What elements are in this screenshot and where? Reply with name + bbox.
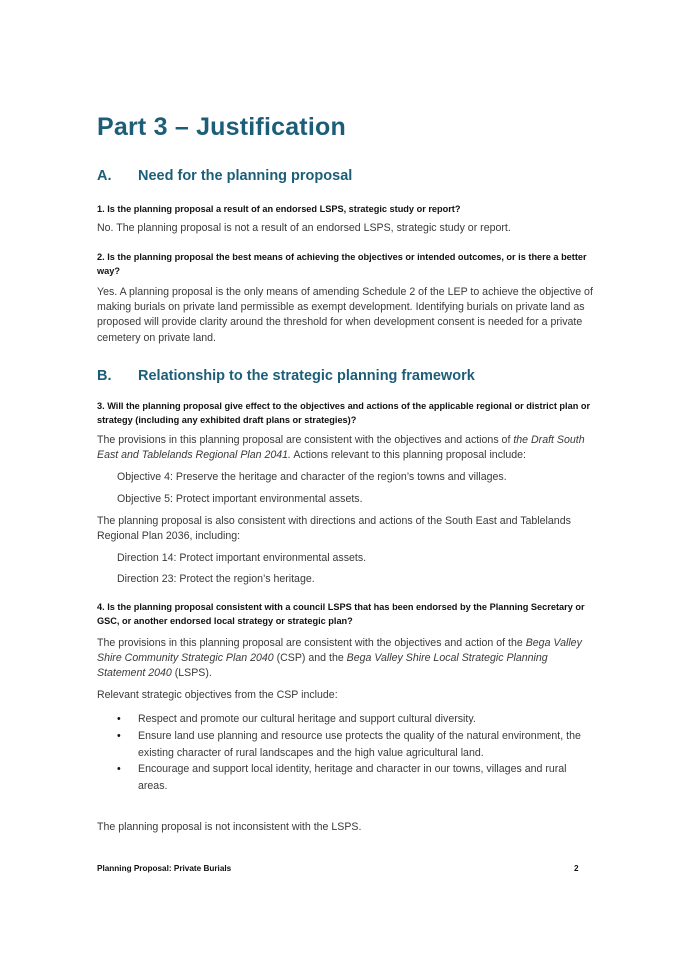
answer-3-plan-name: the Draft South East and Tablelands Regional Plan 2041.: [97, 434, 585, 462]
lsps-name: Bega Valley Shire Local Strategic Planning Statement 2040: [97, 652, 548, 680]
answer-4: [97, 636, 594, 682]
answer-1: No. The planning proposal is not a result of an endorsed LSPS, strategic study or report.: [97, 222, 511, 234]
section-b-title: Relationship to the strategic planning framework: [138, 368, 475, 384]
question-1: 1. Is the planning proposal a result of an endorsed LSPS, strategic study or report?: [97, 204, 461, 214]
list-item: [97, 761, 587, 795]
section-a-title: Need for the planning proposal: [138, 168, 353, 184]
page-number: 2: [574, 864, 579, 873]
answer-3-text-end: Actions relevant to this planning proposal include:: [290, 449, 526, 462]
csp-name: Bega Valley Shire Community Strategic Plan 2040: [97, 637, 582, 665]
section-b-heading: [97, 368, 475, 384]
section-b-letter: B.: [97, 368, 112, 384]
answer-4-text-end: (LSPS).: [171, 667, 212, 680]
list-item-text: Ensure land use planning and resource use protects the quality of the natural environment, the existing character of rural landscapes and the high value agricultural land.: [138, 729, 581, 759]
answer-4-text-mid: (CSP) and the: [273, 652, 347, 665]
page-title: Part 3 – Justification: [97, 113, 346, 141]
list-item-text: Encourage and support local identity, heritage and character in our towns, villages and rural areas.: [138, 763, 567, 793]
answer-3-text: The provisions in this planning proposal are consistent with the objectives and actions of: [97, 434, 514, 446]
list-item: [97, 728, 587, 762]
bullet-icon: •: [117, 713, 121, 725]
list-item-text: Respect and promote our cultural heritage and support cultural diversity.: [138, 713, 476, 725]
bullet-icon: •: [117, 763, 121, 776]
question-4: 4. Is the planning proposal consistent with a council LSPS that has been endorsed by the Planning Secretary or GSC, or another endorsed local strategy or strategic plan?: [97, 602, 585, 626]
answer-2: Yes. A planning proposal is the only means of amending Schedule 2 of the LEP to achieve the objective of making burials on private land permissible as exempt development. Identifying burials on private land as proposed will provide clarity around the threshold for when development consent is needed for a private cemetery on private land.: [97, 286, 593, 344]
question-2: 2. Is the planning proposal the best means of achieving the objectives or intended outcomes, or is there a better way?: [97, 252, 587, 276]
relevant-objectives-intro: Relevant strategic objectives from the CSP include:: [97, 689, 338, 701]
bullet-icon: •: [117, 729, 121, 742]
csp-objectives-list: [97, 711, 587, 795]
answer-3: [97, 433, 594, 463]
conclusion: The planning proposal is not inconsistent with the LSPS.: [97, 821, 362, 833]
section-a-heading: [97, 168, 352, 184]
question-3: 3. Will the planning proposal give effect to the objectives and actions of the applicable regional or district plan or strategy (including any exhibited draft plans or strategies)?: [97, 401, 591, 425]
list-item: [97, 711, 587, 728]
objective-4: Objective 4: Preserve the heritage and character of the region’s towns and villages.: [117, 471, 507, 483]
section-a-letter: A.: [97, 168, 112, 184]
answer-3b: The planning proposal is also consistent with directions and actions of the South East and Tablelands Regional Plan 2036, including:: [97, 515, 571, 543]
direction-14: Direction 14: Protect important environmental assets.: [117, 552, 367, 564]
direction-23: Direction 23: Protect the region’s heritage.: [117, 573, 315, 585]
objective-5: Objective 5: Protect important environmental assets.: [117, 493, 363, 505]
answer-4-text: The provisions in this planning proposal are consistent with the objectives and action of the: [97, 637, 526, 649]
footer-title: Planning Proposal: Private Burials: [97, 864, 232, 873]
